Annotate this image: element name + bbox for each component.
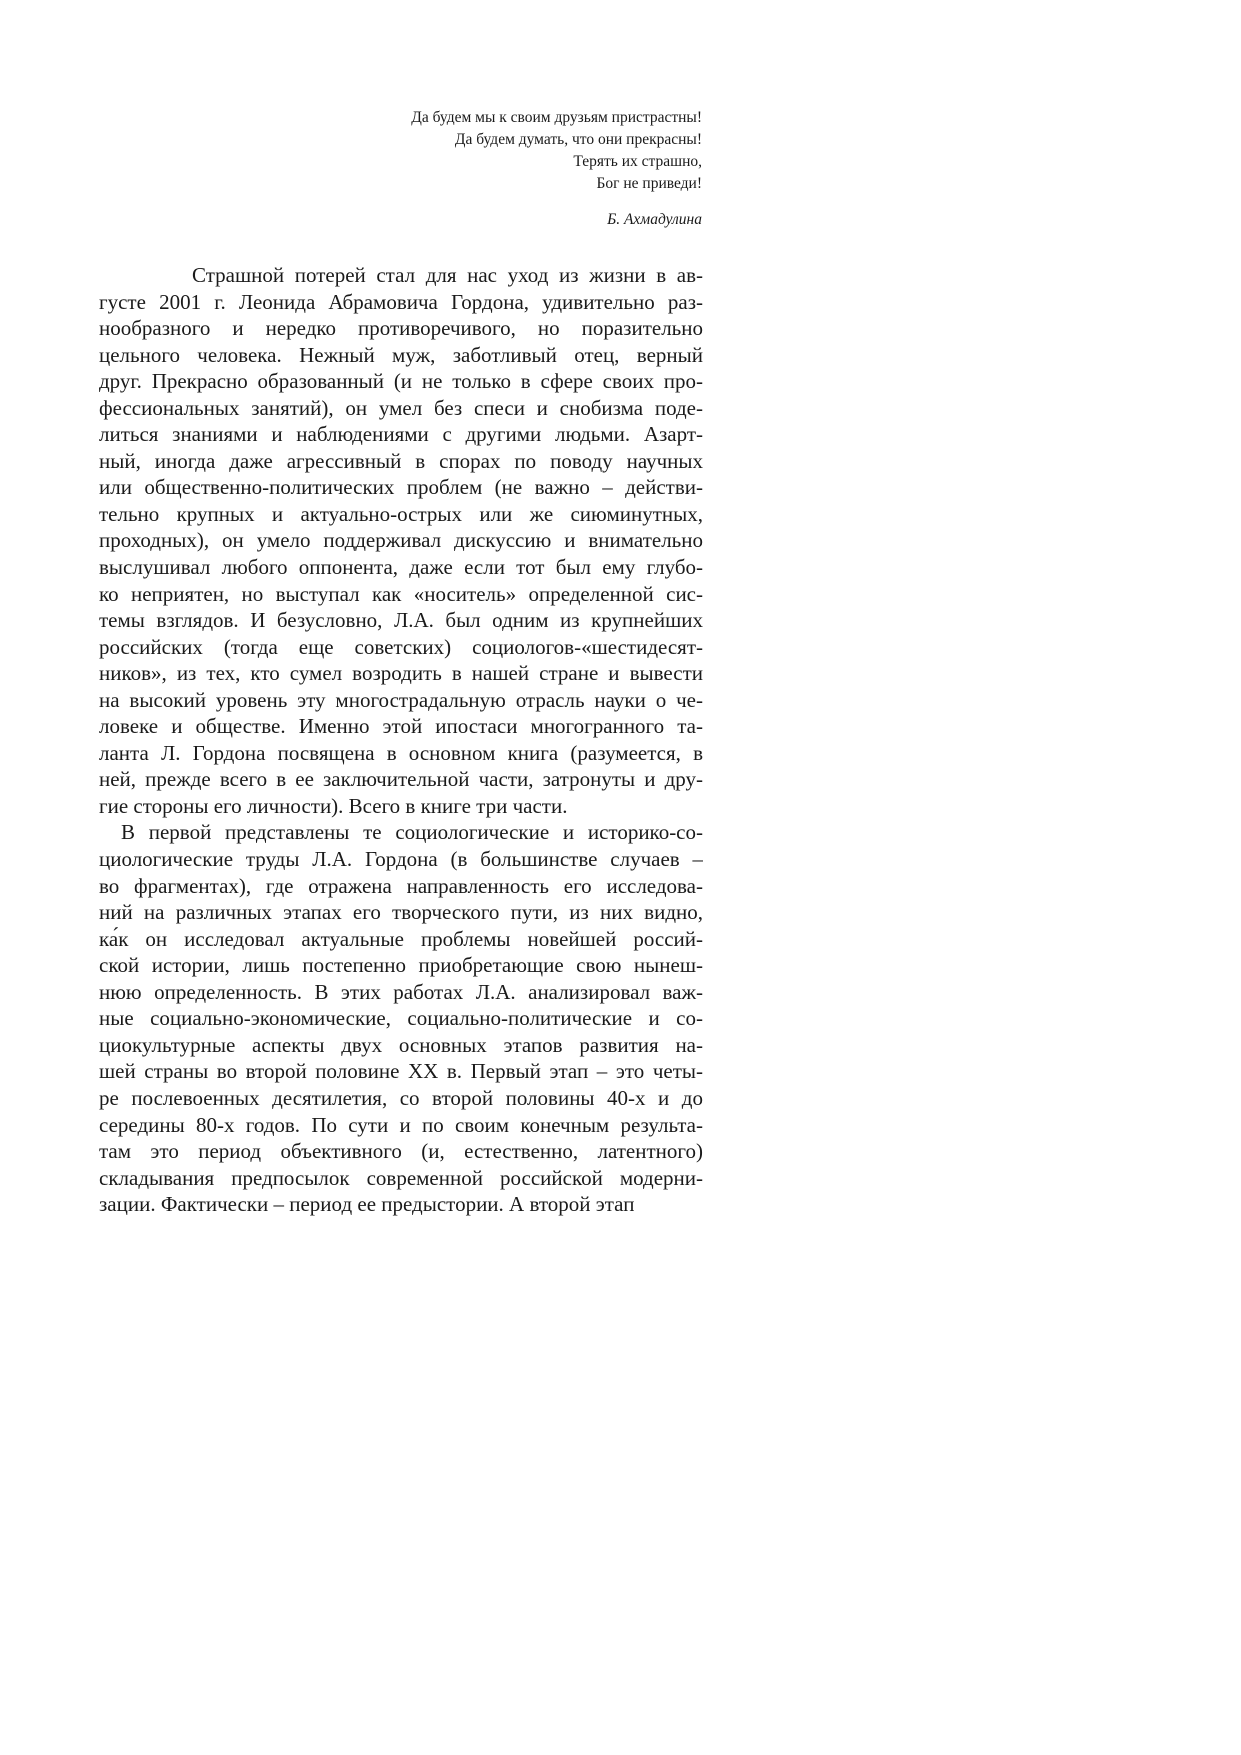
body-text bbox=[99, 262, 703, 1218]
text-line: ко неприятен, но выступал как «носитель» определенной сис- bbox=[99, 581, 703, 606]
text-line: друг. Прекрасно образованный (и не только в сфере своих про- bbox=[99, 369, 703, 394]
text-line: ской истории, лишь постепенно приобретающие свою нынеш- bbox=[99, 953, 703, 978]
text-line: нообразного и нередко противоречивого, но поразительно bbox=[99, 316, 703, 341]
epigraph bbox=[300, 107, 702, 231]
text-line: тельно крупных и актуально-острых или же сиюминутных, bbox=[99, 501, 703, 526]
text-line: цельного человека. Нежный муж, заботливый отец, верный bbox=[99, 342, 703, 367]
text-line: зации. Фактически – период ее предыстории. А второй этап bbox=[99, 1192, 635, 1217]
text-line: ний на различных этапах его творческого пути, из них видно, bbox=[99, 900, 703, 925]
paragraph bbox=[99, 819, 703, 1217]
paragraph bbox=[99, 262, 703, 819]
text-line: густе 2001 г. Леонида Абрамовича Гордона, удивительно раз- bbox=[99, 289, 703, 314]
text-line: циологические труды Л.А. Гордона (в большинстве случаев – bbox=[99, 847, 703, 872]
text-line: середины 80-х годов. По сути и по своим конечным результа- bbox=[99, 1112, 703, 1137]
text-line: гие стороны его личности). Всего в книге три части. bbox=[99, 793, 568, 818]
text-line: ный, иногда даже агрессивный в спорах по поводу научных bbox=[99, 448, 703, 473]
text-line: ников», из тех, кто сумел возродить в нашей стране и вывести bbox=[99, 661, 703, 686]
text-line: или общественно-политических проблем (не важно – действи- bbox=[99, 475, 703, 500]
text-line: выслушивал любого оппонента, даже если тот был ему глубо- bbox=[99, 555, 703, 580]
text-line: фессиональных занятий), он умел без спеси и снобизма поде- bbox=[99, 395, 703, 420]
text-line: ка́к он исследовал актуальные проблемы новейшей россий- bbox=[99, 926, 703, 951]
text-line: ней, прежде всего в ее заключительной части, затронуты и дру- bbox=[99, 767, 703, 792]
epigraph-line: Терять их страшно, bbox=[573, 153, 702, 170]
text-line: ре послевоенных десятилетия, со второй половины 40-х и до bbox=[99, 1085, 703, 1110]
text-line: проходных), он умело поддерживал дискуссию и внимательно bbox=[99, 528, 703, 553]
text-line: ланта Л. Гордона посвящена в основном книга (разумеется, в bbox=[99, 740, 703, 765]
epigraph-line: Да будем думать, что они прекрасны! bbox=[454, 131, 702, 148]
text-line: российских (тогда еще советских) социологов-«шестидесят- bbox=[99, 634, 703, 659]
text-line: литься знаниями и наблюдениями с другими людьми. Азарт- bbox=[99, 422, 703, 447]
text-line: на высокий уровень эту многострадальную отрасль науки о че- bbox=[99, 687, 703, 712]
text-line: ловеке и обществе. Именно этой ипостаси многогранного та- bbox=[99, 714, 703, 739]
text-line: нюю определенность. В этих работах Л.А. анализировал важ- bbox=[99, 979, 703, 1004]
text-line: В первой представлены те социологические и историко-со- bbox=[121, 820, 703, 845]
text-line: там это период объективного (и, естественно, латентного) bbox=[99, 1139, 703, 1164]
text-line: ные социально-экономические, социально-политические и со- bbox=[99, 1006, 703, 1031]
text-line: складывания предпосылок современной российской модерни- bbox=[99, 1165, 703, 1190]
text-line: во фрагментах), где отражена направленность его исследова- bbox=[99, 873, 703, 898]
text-line: шей страны во второй половине XX в. Первый этап – это четы- bbox=[99, 1059, 703, 1084]
epigraph-line: Да будем мы к своим друзьям пристрастны! bbox=[411, 109, 702, 126]
text-line: Страшной потерей стал для нас уход из жизни в ав- bbox=[192, 263, 703, 287]
text-line: циокультурные аспекты двух основных этапов развития на- bbox=[99, 1032, 703, 1057]
text-line: темы взглядов. И безусловно, Л.А. был одним из крупнейших bbox=[99, 608, 703, 633]
epigraph-author: Б. Ахмадулина bbox=[607, 211, 702, 228]
epigraph-line: Бог не приведи! bbox=[596, 175, 702, 192]
